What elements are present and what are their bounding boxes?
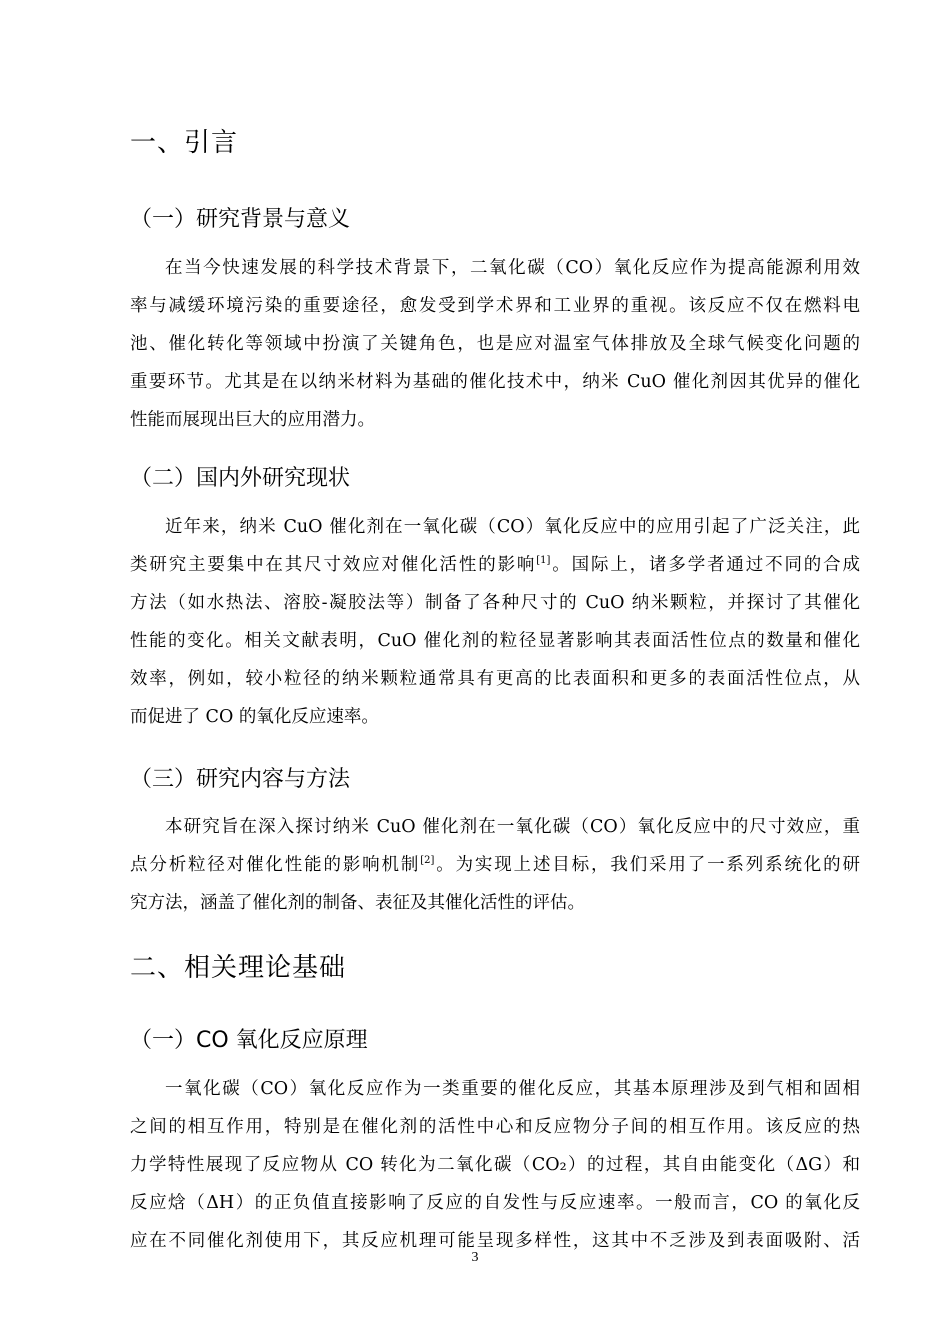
paragraph-research-status: [130, 508, 860, 736]
paragraph-line: 重要环节。尤其是在以纳米材料为基础的催化技术中，纳米 CuO 催化剂因其优异的催化: [130, 372, 860, 392]
paragraph-line: 率与减缓环境污染的重要途径，愈发受到学术界和工业界的重视。该反应不仅在燃料电: [130, 296, 860, 316]
citation-marker: [1]: [536, 555, 551, 567]
paragraph-line: 究方法，涵盖了催化剂的制备、表征及其催化活性的评估。: [130, 893, 585, 913]
paragraph-line: 一氧化碳（CO）氧化反应作为一类重要的催化反应，其基本原理涉及到气相和固相: [165, 1079, 860, 1099]
paragraph-background: [130, 249, 860, 439]
subsection-heading-background: （一）研究背景与意义: [130, 207, 351, 232]
paragraph-line: 应在不同催化剂使用下，其反应机理可能呈现多样性，这其中不乏涉及到表面吸附、活: [130, 1231, 860, 1251]
paragraph-content-methods: [130, 808, 860, 922]
paragraph-line: 效率，例如，较小粒径的纳米颗粒通常具有更高的比表面积和更多的表面活性位点，从: [130, 669, 860, 689]
subsection-heading-research-status: （二）国内外研究现状: [130, 466, 351, 491]
citation-marker: [2]: [420, 855, 435, 867]
paragraph-line: 方法（如水热法、溶胶-凝胶法等）制备了各种尺寸的 CuO 纳米颗粒，并探讨了其催化: [130, 593, 860, 613]
paragraph-co-oxidation: [130, 1070, 860, 1260]
paragraph-line: 力学特性展现了反应物从 CO 转化为二氧化碳（CO₂）的过程，其自由能变化（ΔG）和: [130, 1155, 860, 1175]
paragraph-line: [130, 846, 860, 884]
paragraph-line: 池、催化转化等领域中扮演了关键角色，也是应对温室气体排放及全球气候变化问题的: [130, 334, 860, 354]
line-text: 点分析粒径对催化性能的影响机制: [130, 855, 421, 875]
section-heading-theory: 二、相关理论基础: [130, 953, 347, 983]
paragraph-line: 性能而展现出巨大的应用潜力。: [130, 410, 375, 430]
paragraph-line: 而促进了 CO 的氧化反应速率。: [130, 707, 379, 727]
line-text: 。国际上，诸多学者通过不同的合成: [550, 555, 860, 575]
subsection-heading-content-methods: （三）研究内容与方法: [130, 767, 351, 792]
paragraph-line: 近年来，纳米 CuO 催化剂在一氧化碳（CO）氧化反应中的应用引起了广泛关注，此: [165, 517, 860, 537]
page-number: 3: [471, 1250, 479, 1265]
line-text: 。为实现上述目标，我们采用了一系列系统化的研: [434, 855, 860, 875]
paragraph-line: 之间的相互作用，特别是在催化剂的活性中心和反应物分子间的相互作用。该反应的热: [130, 1117, 860, 1137]
paragraph-line: 反应焓（ΔH）的正负值直接影响了反应的自发性与反应速率。一般而言，CO 的氧化反: [130, 1193, 860, 1213]
paragraph-line: 在当今快速发展的科学技术背景下，二氧化碳（CO）氧化反应作为提高能源利用效: [165, 258, 860, 278]
line-text: 类研究主要集中在其尺寸效应对催化活性的影响: [130, 555, 537, 575]
subsection-heading-co-oxidation: （一）CO 氧化反应原理: [130, 1028, 368, 1053]
paragraph-line: [130, 546, 860, 584]
paragraph-line: 性能的变化。相关文献表明，CuO 催化剂的粒径显著影响其表面活性位点的数量和催化: [130, 631, 860, 651]
section-heading-introduction: 一、引言: [130, 128, 239, 158]
paragraph-line: 本研究旨在深入探讨纳米 CuO 催化剂在一氧化碳（CO）氧化反应中的尺寸效应，重: [165, 817, 860, 837]
